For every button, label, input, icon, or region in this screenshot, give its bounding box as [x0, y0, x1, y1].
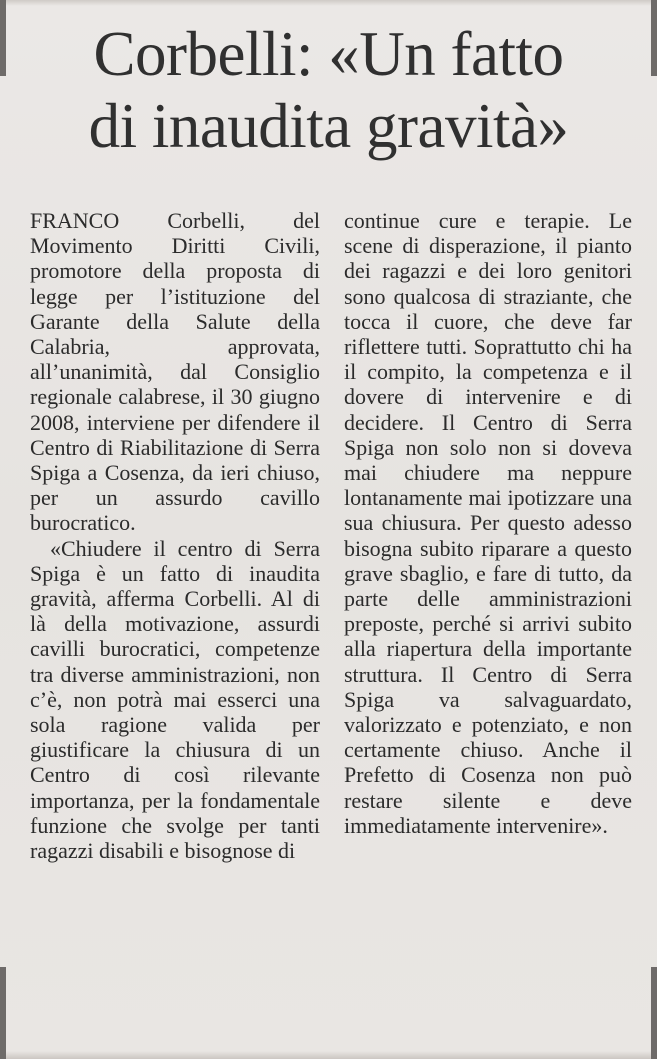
page-top-shadow	[0, 0, 657, 6]
page-bottom-shadow	[0, 1051, 657, 1059]
article-paragraph-3: continue cure e terapie. Le scene di disperazione, il pianto dei ragazzi e dei loro genitori sono qualcosa di straziante, che tocca il cuore, che deve far riflettere tutti. Soprattutto chi ha il compito, la competenza e il dovere di intervenire e di decidere. Il Centro di Serra Spiga non solo non si doveva mai chiudere ma neppure lontanamente mai ipotizzare una sua chiusura. Per questo adesso bisogna subito riparare a questo grave sbaglio, e fare di tutto, da parte delle amministrazioni preposte, perché si arrivi subito alla riapertura della importante struttura. Il Centro di Serra Spiga va salvaguardato, valorizzato e potenziato, e non certamente chiuso. Anche il Prefetto di Cosenza non può restare silente e deve immediatamente intervenire».	[344, 208, 632, 838]
article-paragraph-1: FRANCO Corbelli, del Movimento Diritti Civili, promotore della proposta di legge per l’istituzione del Garante della Salute della Calabria, approvata, all’unanimità, dal Consiglio regionale calabrese, il 30 giugno 2008, interviene per difendere il Centro di Riabilitazione di Serra Spiga a Cosenza, da ieri chiuso, per un assurdo cavillo burocratico.	[30, 208, 320, 536]
margin-bar-bottom-left	[0, 967, 6, 1059]
article-paragraph-2: «Chiudere il centro di Serra Spiga è un fatto di inaudita gravità, afferma Corbelli. Al di là della motivazione, assurdi cavilli burocratici, competenze tra diverse amministrazioni, non c’è, non potrà mai esserci una sola ragione valida per giustificare la chiusura di un Centro di così rilevante importanza, per la fondamentale funzione che svolge per tanti ragazzi disabili e bisognose di	[30, 535, 320, 864]
margin-bar-top-right	[651, 0, 657, 76]
headline-line-1: Corbelli: «Un fatto	[93, 19, 564, 89]
headline-line-2: di inaudita gravità»	[88, 91, 569, 161]
article-column-right	[344, 208, 632, 838]
article-column-left	[30, 208, 320, 863]
margin-bar-top-left	[0, 0, 6, 76]
article-headline	[14, 18, 643, 162]
margin-bar-bottom-right	[651, 967, 657, 1059]
